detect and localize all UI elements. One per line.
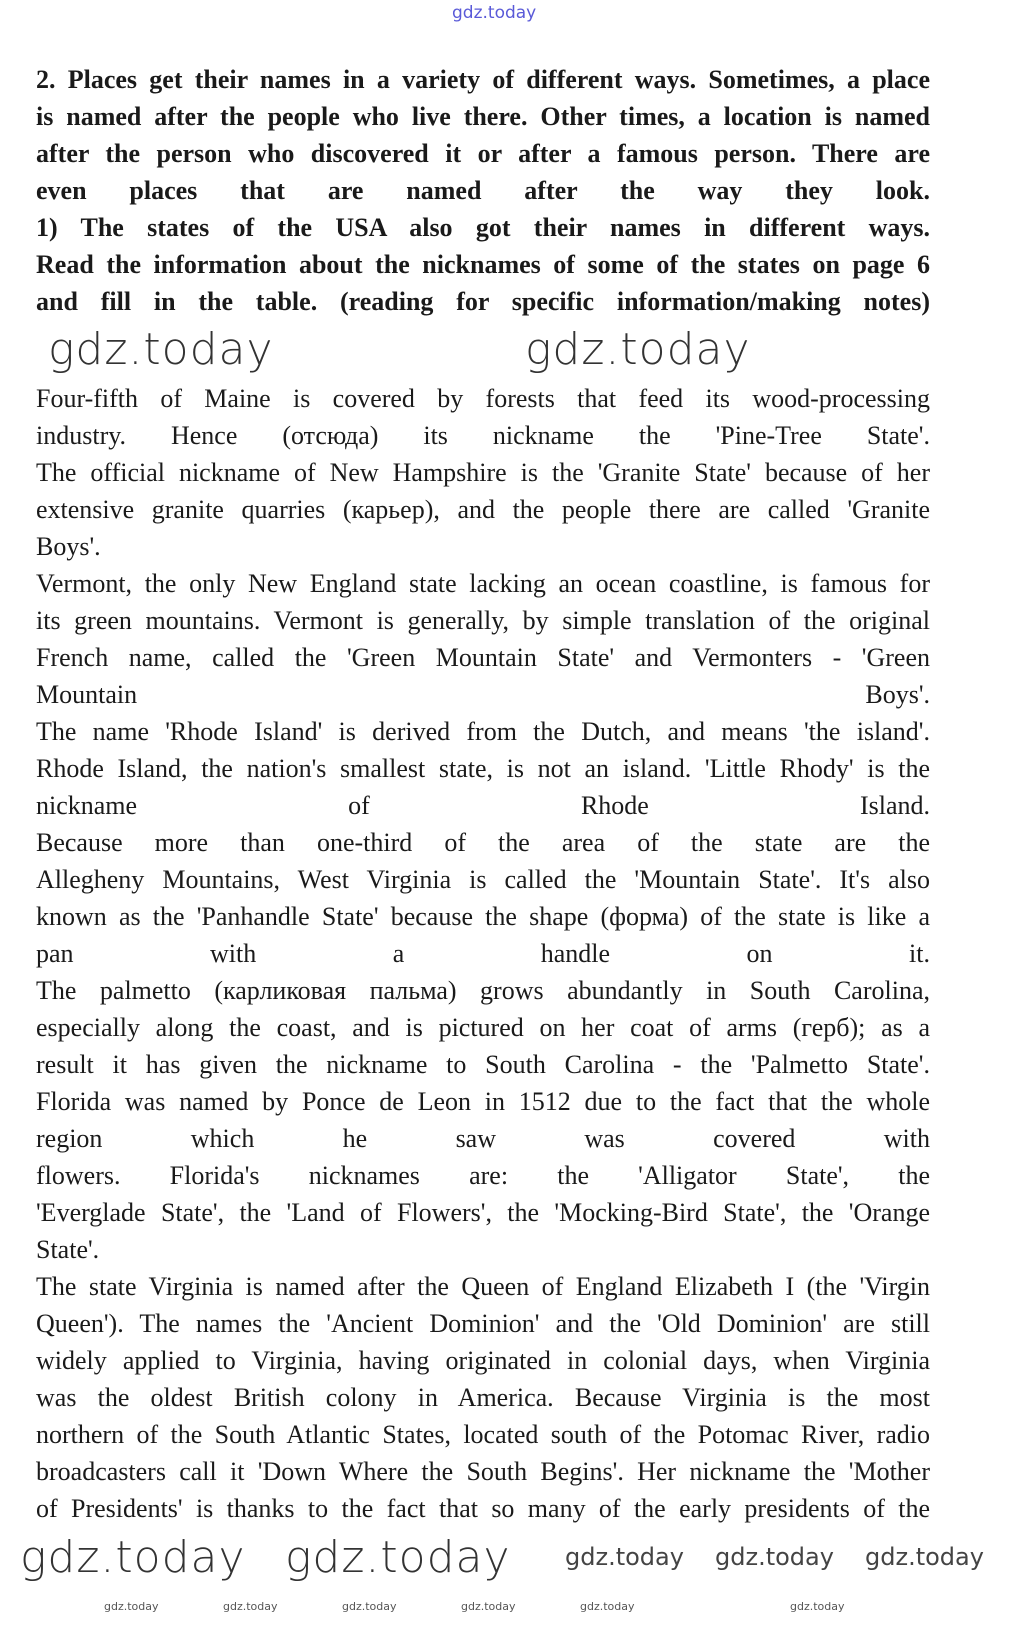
watermark: gdz.today	[223, 1600, 278, 1613]
text-line: flowers. Florida's nicknames are: the 'Alligator State', the	[36, 1161, 930, 1190]
watermark: gdz.today	[461, 1600, 516, 1613]
text-line: extensive granite quarries (карьер), and the people there are called 'Granite	[36, 495, 930, 524]
text-line: The name 'Rhode Island' is derived from the Dutch, and means 'the island'.	[36, 717, 930, 746]
text-line: Rhode Island, the nation's smallest state, is not an island. 'Little Rhody' is the	[36, 754, 930, 783]
watermark: gdz.today	[580, 1600, 635, 1613]
text-line: French name, called the 'Green Mountain State' and Vermonters - 'Green	[36, 643, 930, 672]
text-line: nickname of Rhode Island.	[36, 791, 930, 820]
text-line: northern of the South Atlantic States, located south of the Potomac River, radio	[36, 1420, 930, 1449]
watermark: gdz.today	[865, 1543, 984, 1571]
text-line: known as the 'Panhandle State' because the shape (форма) of the state is like a	[36, 902, 930, 931]
text-line: result it has given the nickname to South Carolina - the 'Palmetto State'.	[36, 1050, 930, 1079]
text-line: pan with a handle on it.	[36, 939, 930, 968]
text-line: The state Virginia is named after the Queen of England Elizabeth I (the 'Virgin	[36, 1272, 930, 1301]
text-line: and fill in the table. (reading for specific information/making notes)	[36, 287, 930, 316]
text-line: its green mountains. Vermont is generally, by simple translation of the original	[36, 606, 930, 635]
text-line: The palmetto (карликовая пальма) grows abundantly in South Carolina,	[36, 976, 930, 1005]
text-line: after the person who discovered it or after a famous person. There are	[36, 139, 930, 168]
text-line: was the oldest British colony in America. Because Virginia is the most	[36, 1383, 930, 1412]
exercise-heading	[36, 61, 930, 320]
text-line: 1) The states of the USA also got their names in different ways.	[36, 213, 930, 242]
watermark: gdz.today	[20, 1532, 246, 1583]
text-line: widely applied to Virginia, having originated in colonial days, when Virginia	[36, 1346, 930, 1375]
watermark: gdz.today	[285, 1532, 511, 1583]
text-line: 2. Places get their names in a variety of different ways. Sometimes, a place	[36, 65, 930, 94]
text-line: is named after the people who live there. Other times, a location is named	[36, 102, 930, 131]
text-line: Read the information about the nicknames of some of the states on page 6	[36, 250, 930, 279]
watermark-top: gdz.today	[452, 3, 537, 23]
text-line: region which he saw was covered with	[36, 1124, 930, 1153]
text-line: of Presidents' is thanks to the fact that so many of the early presidents of the	[36, 1494, 930, 1523]
text-line: broadcasters call it 'Down Where the South Begins'. Her nickname the 'Mother	[36, 1457, 930, 1486]
text-line: Four-fifth of Maine is covered by forests that feed its wood-processing	[36, 384, 930, 413]
watermark: gdz.today	[790, 1600, 845, 1613]
text-line: Florida was named by Ponce de Leon in 1512 due to the fact that the whole	[36, 1087, 930, 1116]
watermark: gdz.today	[525, 324, 751, 375]
text-line: Vermont, the only New England state lacking an ocean coastline, is famous for	[36, 569, 930, 598]
text-line: even places that are named after the way they look.	[36, 176, 930, 205]
text-line: Because more than one-third of the area of the state are the	[36, 828, 930, 857]
text-line: Boys'.	[36, 532, 101, 561]
text-line: State'.	[36, 1235, 100, 1264]
text-line: industry. Hence (отсюда) its nickname the 'Pine-Tree State'.	[36, 421, 930, 450]
text-line: The official nickname of New Hampshire is the 'Granite State' because of her	[36, 458, 930, 487]
text-line: Allegheny Mountains, West Virginia is called the 'Mountain State'. It's also	[36, 865, 930, 894]
text-line: Mountain Boys'.	[36, 680, 930, 709]
text-line: Queen'). The names the 'Ancient Dominion' and the 'Old Dominion' are still	[36, 1309, 930, 1338]
watermark: gdz.today	[104, 1600, 159, 1613]
text-line: especially along the coast, and is pictured on her coat of arms (герб); as a	[36, 1013, 930, 1042]
watermark: gdz.today	[715, 1543, 834, 1571]
watermark: gdz.today	[48, 324, 274, 375]
text-line: 'Everglade State', the 'Land of Flowers', the 'Mocking-Bird State', the 'Orange	[36, 1198, 930, 1227]
watermark: gdz.today	[342, 1600, 397, 1613]
reading-text	[36, 380, 930, 1527]
watermark: gdz.today	[565, 1543, 684, 1571]
